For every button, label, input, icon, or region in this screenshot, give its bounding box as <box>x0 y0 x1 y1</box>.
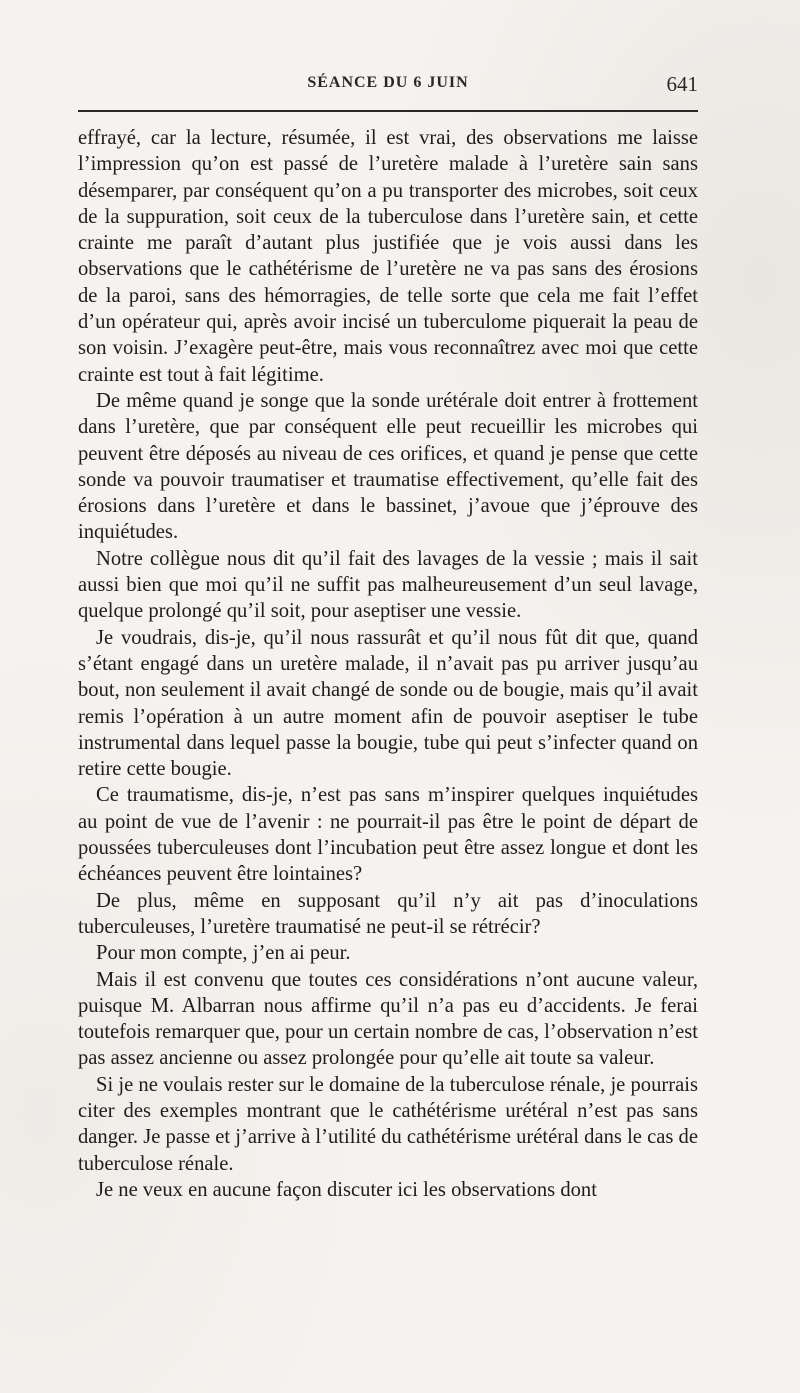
paragraph: Je voudrais, dis-je, qu’il nous rassurât et qu’il nous fût dit que, quand s’étant engagé dans un uretère malade, il n’avait pas pu arriver jusqu’au bout, non seulement il avait changé de sonde ou de bougie, mais qu’il avait remis l’opération à un autre moment afin de pouvoir aseptiser le tube instrumental dans lequel passe la bougie, tube qui peut s’infecter quand on retire cette bougie. <box>78 626 698 781</box>
paragraph: Pour mon compte, j’en ai peur. <box>96 942 351 965</box>
body-text <box>78 125 698 1203</box>
paragraph: De même quand je songe que la sonde urétérale doit entrer à frottement dans l’uretère, que par conséquent elle peut recueillir les microbes qui peuvent être déposés au niveau de ces orifices, et quand je pense que cette sonde va pouvoir traumatiser et traumatise effectivement, qu’elle fait des érosions dans l’uretère et dans le bassinet, j’avoue que j’éprouve des inquiétudes. <box>78 389 698 544</box>
paragraph: effrayé, car la lecture, résumée, il est vrai, des observations me laisse l’impression qu’on est passé de l’uretère malade à l’uretère sain sans désemparer, par conséquent qu’on a pu transporter des microbes, soit ceux de la suppuration, soit ceux de la tuberculose dans l’uretère sain, et cette crainte me paraît d’autant plus justifiée que je vois aussi dans les observations que le cathétérisme de l’uretère ne va pas sans des érosions de la paroi, sans des hémorragies, de telle sorte que cela me fait l’effet d’un opérateur qui, après avoir incisé un tuberculome piquerait la peau de son voisin. J’exagère peut-être, mais vous reconnaîtrez avec moi que cette crainte est tout à fait légitime. <box>78 127 698 386</box>
page-number: 641 <box>666 72 698 96</box>
running-title: SÉANCE DU 6 JUIN <box>307 74 469 91</box>
paragraph: Ce traumatisme, dis-je, n’est pas sans m’inspirer quelques inquiétudes au point de vue de l’avenir : ne pourrait-il pas être le point de départ de poussées tuberculeuses dont l’incubation peut être assez longue et dont les échéances peuvent être lointaines? <box>78 784 698 886</box>
paragraph: De plus, même en supposant qu’il n’y ait pas d’inoculations tuberculeuses, l’uretère traumatisé ne peut-il se rétrécir? <box>78 889 698 938</box>
page-header <box>78 70 698 100</box>
header-rule <box>78 110 698 112</box>
paragraph: Mais il est convenu que toutes ces considérations n’ont aucune valeur, puisque M. Albarran nous affirme qu’il n’a pas eu d’accidents. Je ferai toutefois remarquer que, pour un certain nombre de cas, l’observation n’est pas assez ancienne ou assez prolongée pour qu’elle ait toute sa valeur. <box>78 968 698 1070</box>
paragraph: Si je ne voulais rester sur le domaine de la tuberculose rénale, je pourrais citer des exemples montrant que le cathétérisme urétéral n’est pas sans danger. Je passe et j’arrive à l’utilité du cathétérisme urétéral dans le cas de tuberculose rénale. <box>78 1073 698 1175</box>
paragraph: Notre collègue nous dit qu’il fait des lavages de la vessie ; mais il sait aussi bien que moi qu’il ne suffit pas malheureusement d’un seul lavage, quelque prolongé qu’il soit, pour aseptiser une vessie. <box>78 547 698 623</box>
paragraph: Je ne veux en aucune façon discuter ici les observations dont <box>96 1178 597 1201</box>
